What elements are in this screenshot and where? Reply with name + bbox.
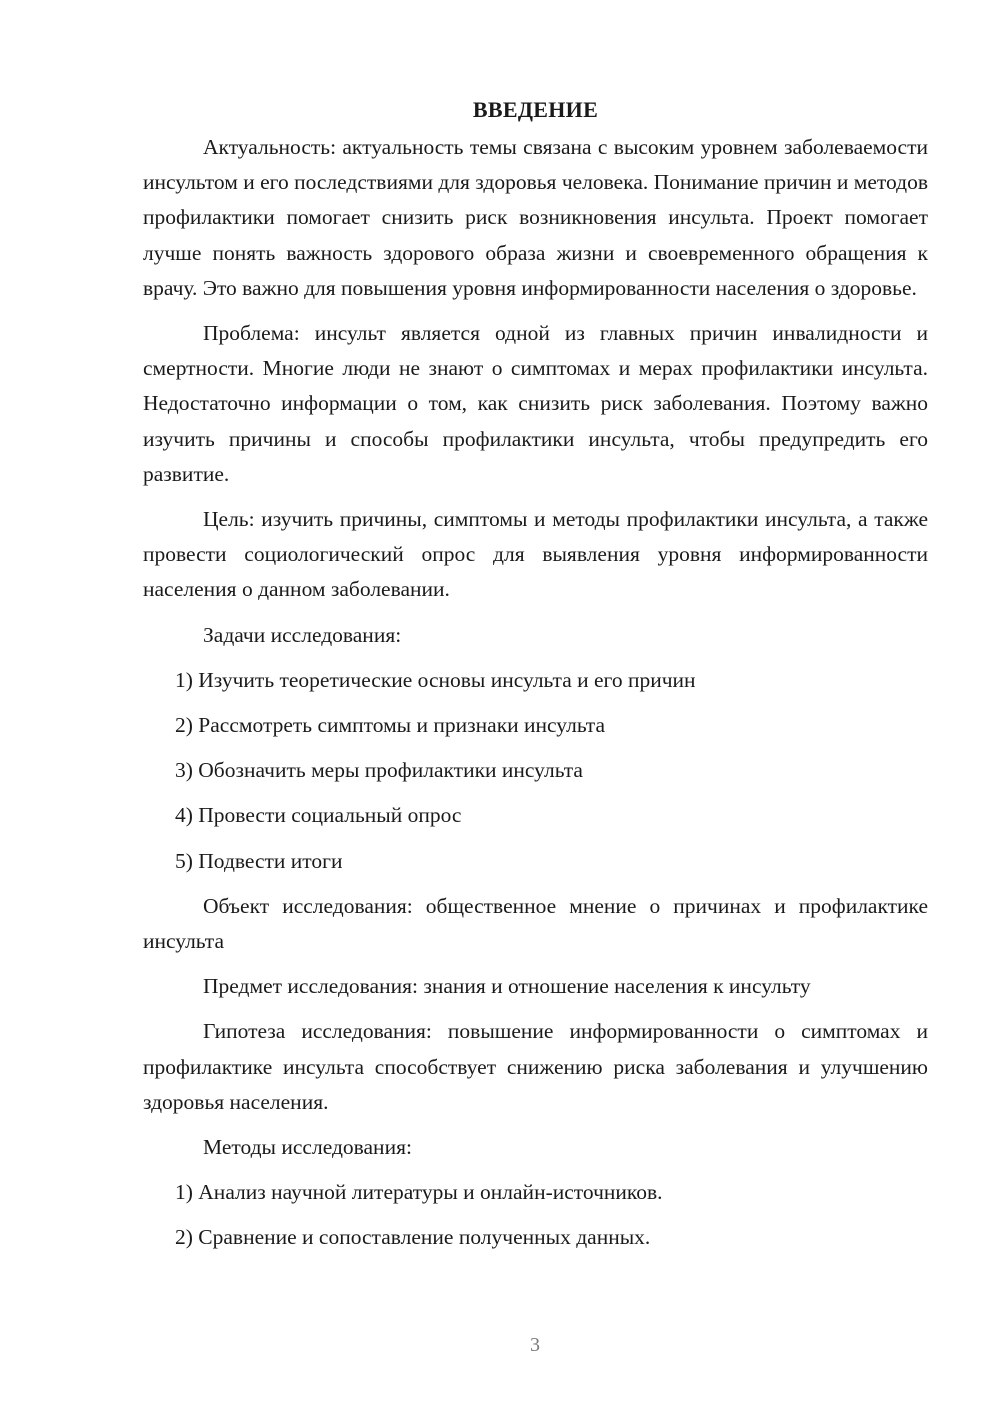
paragraph-subject: Предмет исследования: знания и отношение населения к инсульту bbox=[203, 974, 811, 999]
list-item: 5) Подвести итоги bbox=[175, 848, 343, 873]
tasks-heading: Задачи исследования: bbox=[203, 622, 402, 647]
list-item: 1) Изучить теоретические основы инсульта и его причин bbox=[175, 667, 696, 692]
methods-list bbox=[143, 1175, 928, 1255]
paragraph-hypothesis: Гипотеза исследования: повышение информированности о симптомах и профилактике инсульта способствует снижению риска заболевания и улучшению здоровья населения. bbox=[143, 1019, 928, 1114]
paragraph-goal: Цель: изучить причины, симптомы и методы профилактики инсульта, а также провести социологический опрос для выявления уровня информированности населения о данном заболевании. bbox=[143, 507, 928, 602]
tasks-list bbox=[143, 663, 928, 879]
paragraph-problem: Проблема: инсульт является одной из главных причин инвалидности и смертности. Многие люди не знают о симптомах и мерах профилактики инсульта. Недостаточно информации о том, как снизить риск заболевания. Поэтому важно изучить причины и способы профилактики инсульта, чтобы предупредить его развитие. bbox=[143, 321, 928, 486]
list-item: 2) Сравнение и сопоставление полученных данных. bbox=[175, 1225, 651, 1250]
methods-heading: Методы исследования: bbox=[203, 1135, 412, 1160]
page-title: ВВЕДЕНИЕ bbox=[472, 97, 599, 122]
paragraph-object: Объект исследования: общественное мнение о причинах и профилактике инсульта bbox=[143, 893, 928, 954]
document-page bbox=[143, 96, 928, 1266]
list-item: 2) Рассмотреть симптомы и признаки инсульта bbox=[175, 713, 606, 738]
list-item: 4) Провести социальный опрос bbox=[175, 803, 462, 828]
list-item: 3) Обозначить меры профилактики инсульта bbox=[175, 758, 583, 783]
paragraph-relevance: Актуальность: актуальность темы связана с высоким уровнем заболеваемости инсультом и его последствиями для здоровья человека. Понимание причин и методов профилактики помогает снизить риск возникновения инсульта. Проект помогает лучше понять важность здорового образа жизни и своевременного обращения к врачу. Это важно для повышения уровня информированности населения о здоровье. bbox=[143, 135, 928, 300]
page-number: 3 bbox=[530, 1334, 540, 1356]
list-item: 1) Анализ научной литературы и онлайн-источников. bbox=[175, 1180, 663, 1205]
